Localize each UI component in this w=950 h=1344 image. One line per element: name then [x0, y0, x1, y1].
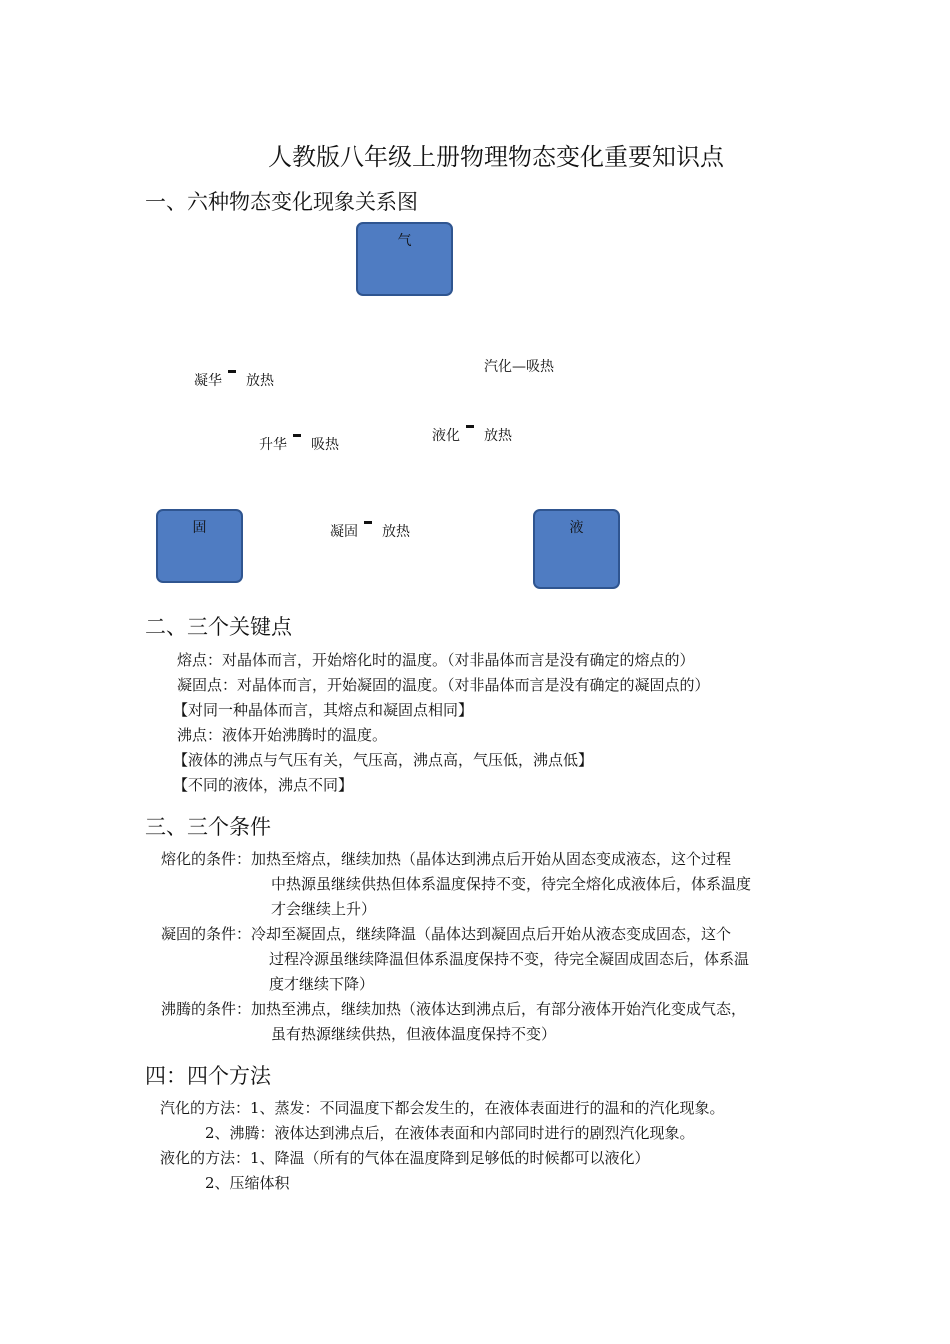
method-line: 汽化的方法：1、蒸发：不同温度下都会发生的，在液体表面进行的温和的汽化现象。	[160, 1099, 725, 1117]
section-heading-methods: 四：四个方法	[145, 1064, 271, 1088]
key-point-line: 沸点：液体开始沸腾时的温度。	[177, 726, 388, 744]
condition-item	[161, 922, 751, 997]
gas-state-box	[356, 222, 453, 296]
dash-mark	[364, 521, 372, 524]
key-point-line: 凝固点：对晶体而言，开始凝固的温度。（对非晶体而言是没有确定的凝固点的）	[177, 676, 710, 694]
gas-state-label: 气	[397, 233, 412, 249]
condition-cont-line: 度才继续下降）	[269, 975, 375, 993]
condition-first-line: 熔化的条件：加热至熔点，继续加热（晶体达到沸点后开始从固态变成液态，这个过程	[161, 850, 732, 868]
deposition-label: 凝华 放热	[194, 370, 274, 390]
dash-mark	[228, 370, 236, 373]
dash-mark	[293, 434, 301, 437]
condition-item	[161, 997, 751, 1047]
section-heading-conditions: 三、三个条件	[145, 815, 271, 839]
conditions-list	[161, 847, 751, 1047]
key-point-line: 【不同的液体，沸点不同】	[173, 776, 354, 794]
condition-cont-line: 中热源虽继续供热但体系温度保持不变，待完全熔化成液体后，体系温度	[271, 875, 752, 893]
condition-first-line: 沸腾的条件：加热至沸点，继续加热（液体达到沸点后，有部分液体开始汽化变成气态，	[161, 1000, 747, 1018]
method-line: 2、沸腾：液体达到沸点后，在液体表面和内部同时进行的剧烈汽化现象。	[205, 1124, 695, 1142]
liquid-state-box	[533, 509, 620, 589]
section-heading-diagram: 一、六种物态变化现象关系图	[145, 190, 418, 214]
key-point-line: 熔点：对晶体而言，开始熔化时的温度。（对非晶体而言是没有确定的熔点的）	[177, 651, 695, 669]
page-title: 人教版八年级上册物理物态变化重要知识点	[268, 143, 724, 171]
condition-first-line: 凝固的条件：冷却至凝固点，继续降温（晶体达到凝固点后开始从液态变成固态，这个	[161, 925, 732, 943]
key-point-line: 【对同一种晶体而言，其熔点和凝固点相同】	[173, 701, 474, 719]
method-line: 2、压缩体积	[205, 1174, 290, 1192]
solid-state-label: 固	[192, 520, 207, 536]
solidification-label: 凝固 放热	[330, 521, 410, 541]
vaporization-label: 汽化—吸热	[484, 359, 554, 375]
condition-cont-line: 才会继续上升）	[271, 900, 377, 918]
condition-cont-line: 过程冷源虽继续降温但体系温度保持不变，待完全凝固成固态后，体系温	[269, 950, 750, 968]
condition-item	[161, 847, 751, 922]
section-heading-key-points: 二、三个关键点	[145, 615, 292, 639]
key-point-line: 【液体的沸点与气压有关，气压高，沸点高，气压低，沸点低】	[173, 751, 594, 769]
liquid-state-label: 液	[569, 520, 584, 536]
liquefaction-label: 液化 放热	[432, 425, 512, 445]
methods-list	[160, 1096, 725, 1196]
sublimation-label: 升华 吸热	[259, 434, 339, 454]
solid-state-box	[156, 509, 243, 583]
method-line: 液化的方法：1、降温（所有的气体在温度降到足够低的时候都可以液化）	[160, 1149, 650, 1167]
dash-mark	[466, 425, 474, 428]
key-points-list	[173, 648, 710, 798]
condition-cont-line: 虽有热源继续供热，但液体温度保持不变）	[271, 1025, 557, 1043]
